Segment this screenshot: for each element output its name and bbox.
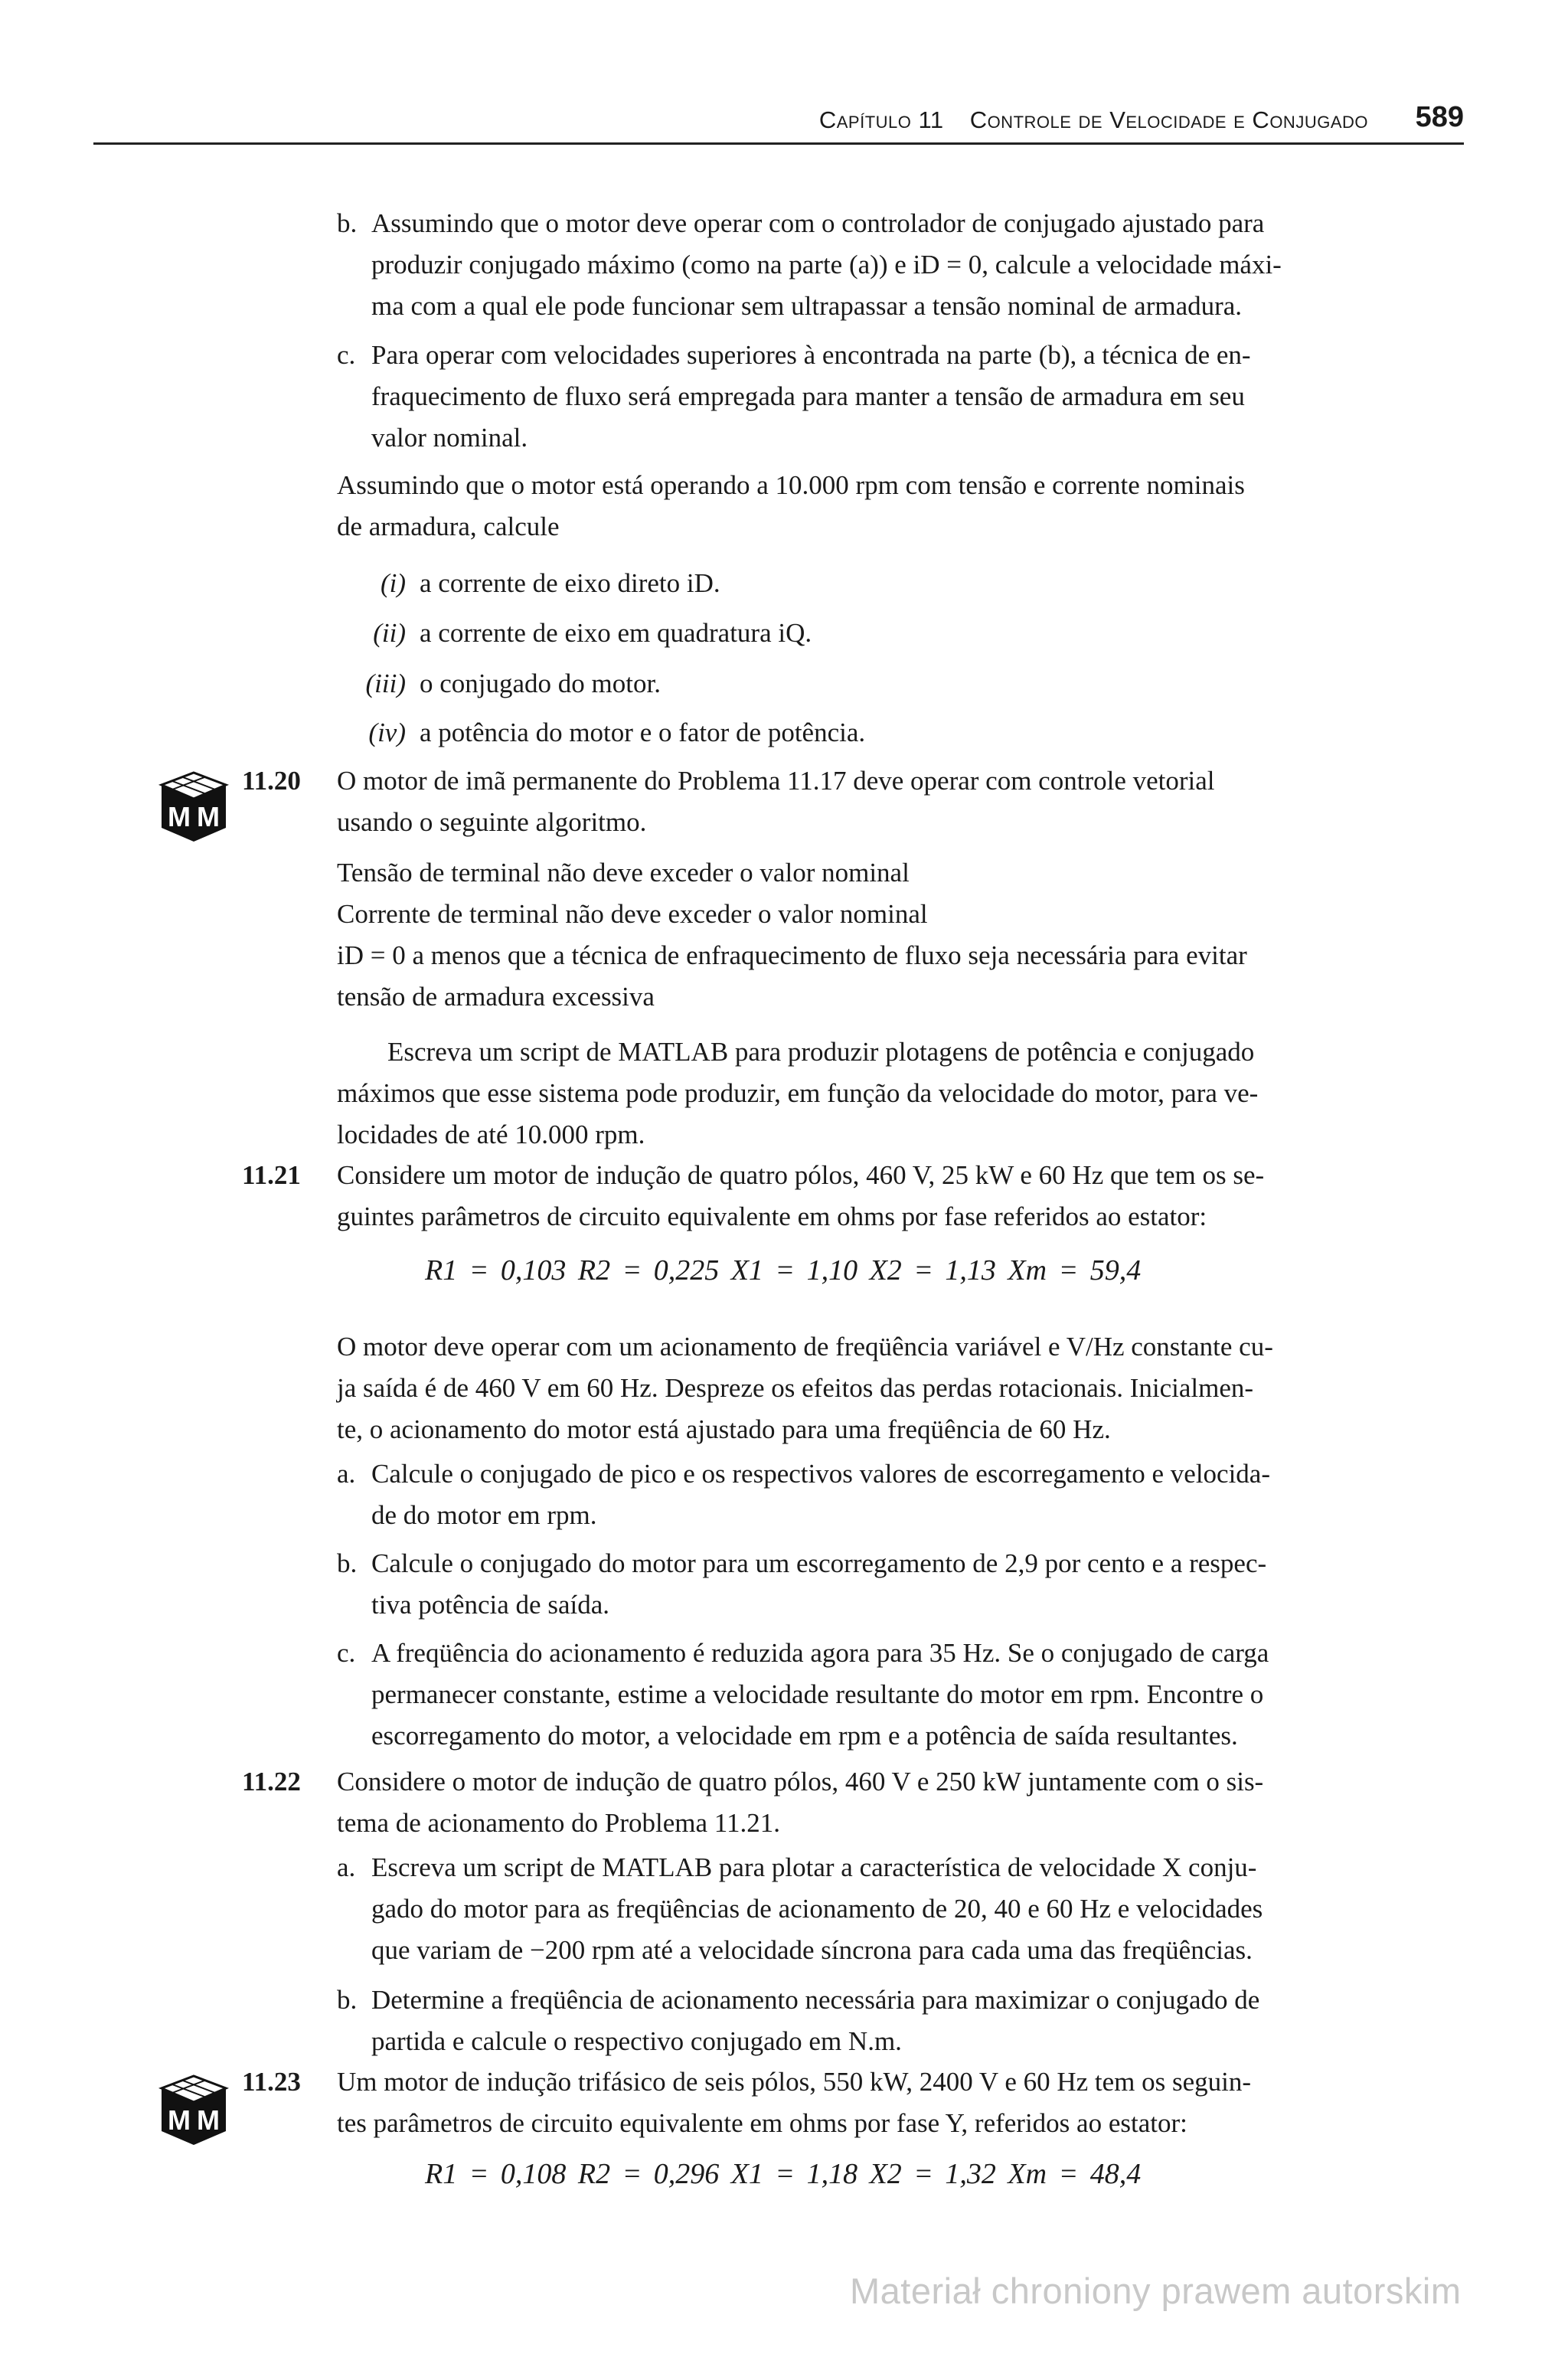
roman-text: o conjugado do motor. bbox=[420, 669, 661, 698]
item-text: Assumindo que o motor deve operar com o controlador de conjugado ajustado para produzir conjugado máximo (como na parte (a)) e iD = 0, calcule a velocidade máxi- ma com a qual ele pode funcionar sem ultrapassar a tensão nominal de armadura. bbox=[371, 208, 1282, 321]
svg-text:M: M bbox=[168, 801, 191, 832]
problem-number: 11.22 bbox=[242, 1767, 301, 1797]
algorithm-text: Tensão de terminal não deve exceder o valor nominal Corrente de terminal não deve exceder o valor nominal iD = 0 a menos que a técnica de enfraquecimento de fluxo seja necessária para evitar tensão de armadura excessiva bbox=[337, 858, 1247, 1012]
problem-number: 11.23 bbox=[242, 2067, 301, 2097]
list-item-c bbox=[337, 335, 1470, 459]
roman-text: a potência do motor e o fator de potência. bbox=[420, 718, 866, 747]
item-text: Escreva um script de MATLAB para plotar a característica de velocidade X conju- gado do motor para as freqüências de acionamento de 20, 40 e 60 Hz e velocidades que variam de −200 rpm até a velocidade síncrona para cada uma das freqüências. bbox=[371, 1852, 1263, 1965]
matlab-cube-icon bbox=[157, 768, 230, 845]
item-text: Calcule o conjugado do motor para um escorregamento de 2,9 por cento e a respec- tiva potência de saída. bbox=[371, 1548, 1267, 1620]
running-title bbox=[819, 100, 1368, 141]
running-header bbox=[93, 96, 1464, 145]
item-text: Calcule o conjugado de pico e os respectivos valores de escorregamento e velocida- de do motor em rpm. bbox=[371, 1459, 1270, 1530]
chapter-title: Controle de Velocidade e Conjugado bbox=[969, 106, 1368, 133]
paragraph: O motor deve operar com um acionamento de freqüência variável e V/Hz constante cu- ja saída é de 460 V em 60 Hz. Despreze os efeitos das perdas rotacionais. Inicialmen- te, o acionamento do motor está ajustado para uma freqüência de 60 Hz. bbox=[337, 1332, 1273, 1444]
problem-text: O motor de imã permanente do Problema 11.17 deve operar com controle vetorial usando o seguinte algoritmo. bbox=[337, 766, 1215, 837]
roman-label: (ii) bbox=[373, 618, 406, 648]
problem-number: 11.20 bbox=[242, 766, 301, 796]
roman-label: (iii) bbox=[365, 669, 406, 698]
problem-text: Um motor de indução trifásico de seis pólos, 550 kW, 2400 V e 60 Hz tem os seguin- tes parâmetros de circuito equivalente em ohms por fase Y, referidos ao estator: bbox=[337, 2067, 1252, 2138]
roman-item bbox=[337, 712, 865, 754]
chapter-label: Capítulo 11 bbox=[818, 106, 944, 133]
roman-label: (i) bbox=[380, 568, 406, 598]
svg-text:M: M bbox=[197, 2104, 220, 2136]
item-label: b. bbox=[337, 208, 358, 238]
roman-text: a corrente de eixo em quadratura iQ. bbox=[420, 618, 812, 648]
item-label: b. bbox=[337, 1548, 358, 1578]
problem-number: 11.21 bbox=[242, 1160, 301, 1190]
list-item-b bbox=[337, 1980, 1470, 2062]
list-item-c bbox=[337, 1633, 1470, 1757]
item-text: Para operar com velocidades superiores à encontrada na parte (b), a técnica de en- fraquecimento de fluxo será empregada para manter a tensão de armadura em seu valor nominal. bbox=[371, 340, 1251, 453]
problem-text: Considere o motor de indução de quatro pólos, 460 V e 250 kW juntamente com o sis- tema de acionamento do Problema 11.21. bbox=[337, 1767, 1264, 1838]
copyright-watermark: Materiał chroniony prawem autorskim bbox=[850, 2271, 1462, 2311]
list-item-a bbox=[337, 1453, 1470, 1536]
roman-item bbox=[337, 663, 661, 705]
item-label: a. bbox=[337, 1459, 356, 1489]
item-label: c. bbox=[337, 340, 356, 370]
roman-item bbox=[337, 563, 720, 604]
item-text: A freqüência do acionamento é reduzida agora para 35 Hz. Se o conjugado de carga permanecer constante, estime a velocidade resultante do motor em rpm. Encontre o escorregamento do motor, a velocidade em rpm e a potência de saída resultantes. bbox=[371, 1638, 1269, 1751]
problem-text: Considere um motor de indução de quatro pólos, 460 V, 25 kW e 60 Hz que tem os se- guintes parâmetros de circuito equivalente em ohms por fase referidos ao estator: bbox=[337, 1160, 1265, 1231]
list-item-a bbox=[337, 1847, 1470, 1971]
matlab-script-paragraph: Escreva um script de MATLAB para produzir plotagens de potência e conjugado máximos que esse sistema pode produzir, em função da velocidade do motor, para ve- locidades de até 10.000 rpm. bbox=[337, 1037, 1259, 1149]
equation: R1 = 0,103 R2 = 0,225 X1 = 1,10 X2 = 1,13 Xm = 59,4 bbox=[425, 1254, 1142, 1286]
roman-text: a corrente de eixo direto iD. bbox=[420, 568, 720, 598]
roman-item bbox=[337, 613, 812, 654]
roman-label: (iv) bbox=[368, 718, 406, 747]
item-label: b. bbox=[337, 1985, 358, 2015]
paragraph: Assumindo que o motor está operando a 10.000 rpm com tensão e corrente nominais de armadura, calcule bbox=[337, 470, 1245, 541]
matlab-cube-icon bbox=[157, 2071, 230, 2148]
equation: R1 = 0,108 R2 = 0,296 X1 = 1,18 X2 = 1,32 Xm = 48,4 bbox=[425, 2158, 1142, 2190]
list-item-b bbox=[337, 1543, 1470, 1626]
page-number: 589 bbox=[1415, 101, 1464, 133]
item-label: a. bbox=[337, 1852, 356, 1882]
svg-text:M: M bbox=[197, 801, 220, 832]
svg-text:M: M bbox=[168, 2104, 191, 2136]
list-item-b bbox=[337, 203, 1470, 327]
item-text: Determine a freqüência de acionamento necessária para maximizar o conjugado de partida e calcule o respectivo conjugado em N.m. bbox=[371, 1985, 1260, 2056]
item-label: c. bbox=[337, 1638, 356, 1668]
